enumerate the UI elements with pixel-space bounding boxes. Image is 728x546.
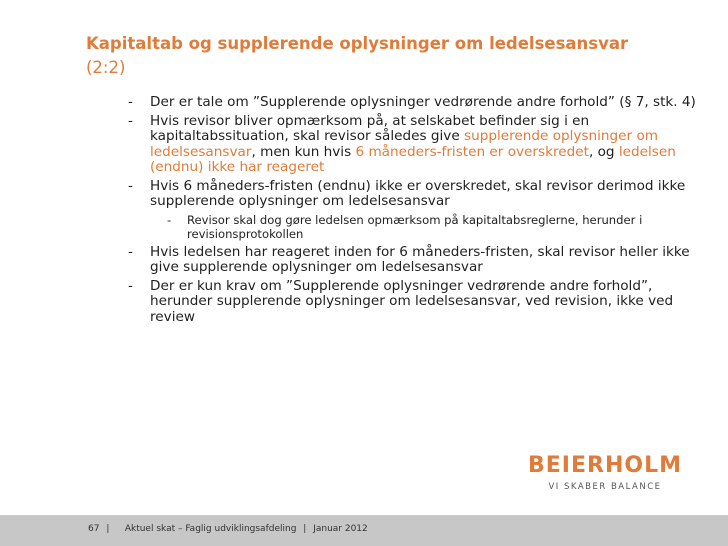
beierholm-logo <box>520 453 690 498</box>
bullet-highlight: supplerende oplysninger om ledelsesansvar <box>150 128 659 160</box>
bullet-text: Revisor skal dog gøre ledelsen opmærksom på kapitaltabsreglerne, herunder i revisionsprotokollen <box>187 212 643 241</box>
footer-separator: | <box>303 524 307 534</box>
footer-date: Januar 2012 <box>313 524 368 534</box>
title-main: Kapitaltab og supplerende oplysninger om ledelsesansvar <box>86 34 629 53</box>
bullet-item <box>86 279 702 326</box>
bullet-dash: - <box>167 212 172 227</box>
bullet-item <box>86 245 702 276</box>
sub-bullet-item <box>86 213 702 241</box>
page-number: 67 <box>88 524 100 534</box>
slide-title <box>86 32 706 80</box>
bullet-dash: - <box>128 243 133 260</box>
footer-separator: | <box>106 524 110 534</box>
bullet-text: Der er tale om ”Supplerende oplysninger vedrørende andre forhold” (§ 7, stk. 4) <box>150 94 696 110</box>
footer <box>88 524 372 534</box>
bullet-text: Hvis ledelsen har reageret inden for 6 måneders-fristen, skal revisor heller ikke give supplerende oplysninger om ledelsesansvar <box>150 243 690 275</box>
bullet-text: , og <box>588 143 619 160</box>
bullet-text: Der er kun krav om ”Supplerende oplysninger vedrørende andre forhold”, herunder supplerende oplysninger om ledelsesansvar, ved revision, ikke ved review <box>150 277 674 325</box>
bullet-text: Hvis revisor bliver opmærksom på, at selskabet befinder sig i en kapitaltabssituation, skal revisor således give <box>150 112 590 144</box>
bullet-highlight: 6 måneders-fristen er overskredet <box>355 143 589 160</box>
footer-label: Aktuel skat – Faglig udviklingsafdeling <box>124 524 297 534</box>
bullet-item <box>86 95 702 111</box>
logo-tagline: VI SKABER BALANCE <box>548 482 662 492</box>
bullet-item <box>86 179 702 210</box>
bullet-dash: - <box>128 112 133 129</box>
bullet-dash: - <box>128 177 133 194</box>
logo-wordmark: BEIERHOLM <box>528 453 682 478</box>
bullet-dash: - <box>128 277 133 294</box>
bullet-text: , men kun hvis <box>251 143 356 160</box>
bullet-text: Hvis 6 måneders-fristen (endnu) ikke er overskredet, skal revisor derimod ikke supplerende oplysninger om ledelsesansvar <box>150 177 686 209</box>
bullet-list <box>86 95 702 328</box>
bullet-dash: - <box>128 94 133 110</box>
title-sub: (2:2) <box>86 58 126 77</box>
bullet-highlight: ledelsen (endnu) ikke har reageret <box>150 143 676 175</box>
bullet-item <box>86 114 702 176</box>
